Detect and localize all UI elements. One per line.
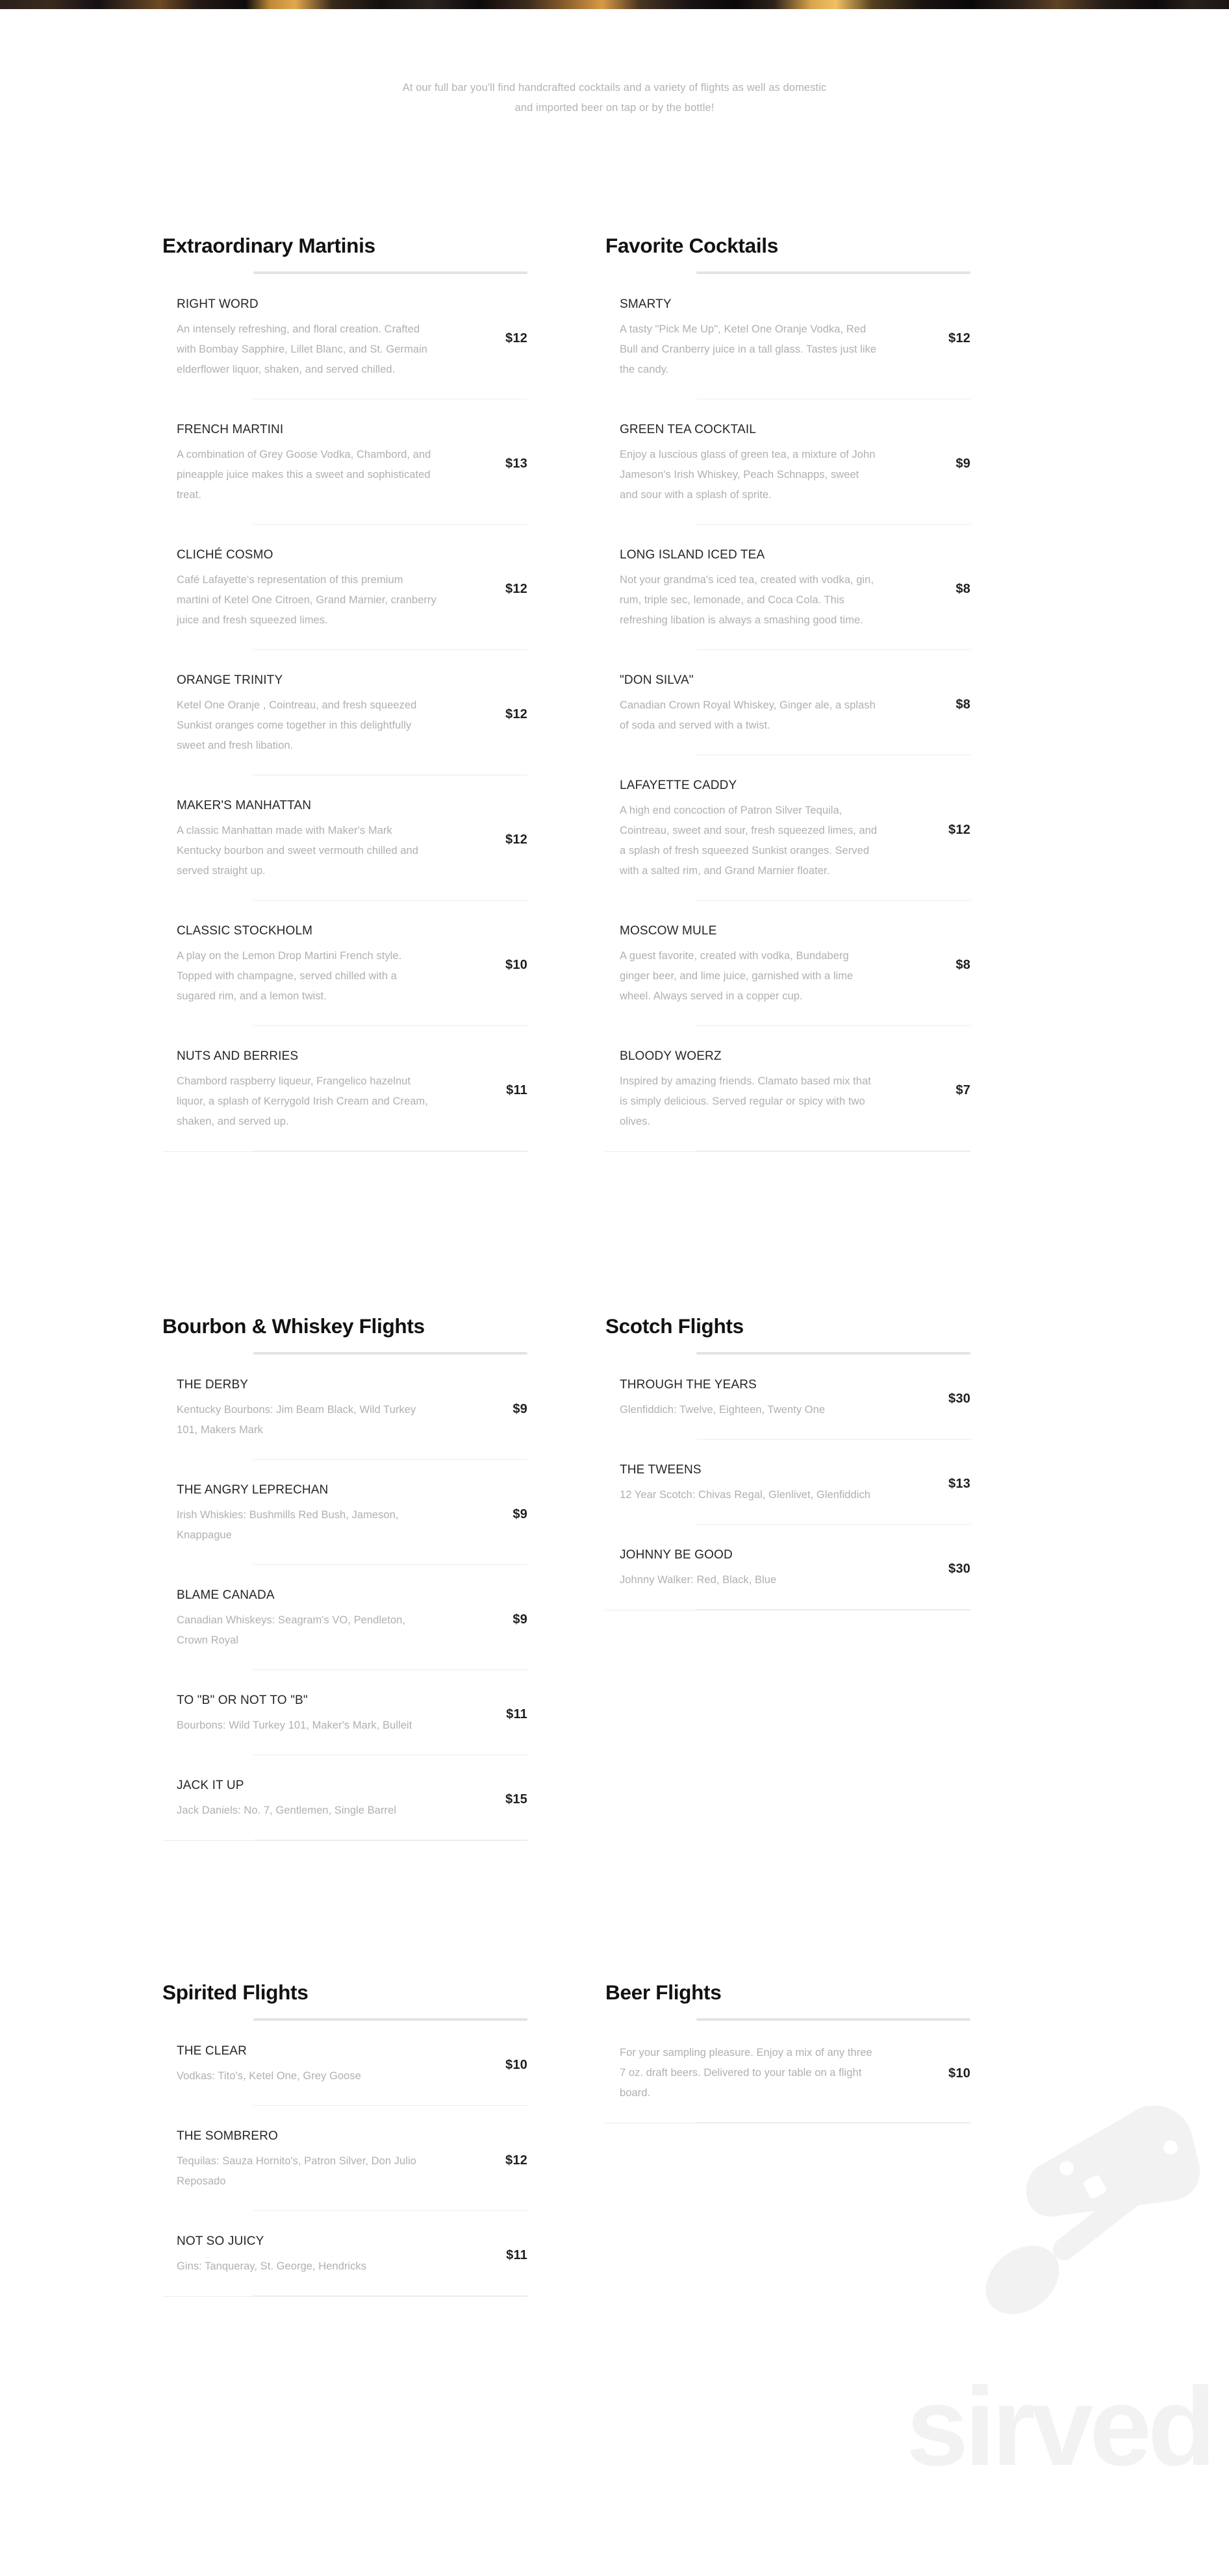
section-title: Favorite Cocktails xyxy=(605,234,778,257)
menu-item-price: $10 xyxy=(505,2058,527,2072)
menu-item-body xyxy=(162,296,470,380)
menu-item-name: BLOODY WOERZ xyxy=(620,1049,722,1063)
menu-item-body xyxy=(162,2233,470,2277)
menu-item-name: THE DERBY xyxy=(177,1378,249,1392)
menu-item[interactable] xyxy=(605,1525,970,1610)
menu-item-price: $12 xyxy=(948,331,970,345)
menu-item-price: $8 xyxy=(956,958,970,972)
menu-item-price: $13 xyxy=(948,1477,970,1491)
menu-item-description: Bourbons: Wild Turkey 101, Maker's Mark, Bulleit xyxy=(177,1719,412,1731)
menu-item-price: $11 xyxy=(506,1083,527,1097)
menu-item-description: A play on the Lemon Drop Martini French style. Topped with champagne, served chilled with a sugared rim, and a lemon twist. xyxy=(177,950,402,1002)
menu-item-body xyxy=(162,1377,470,1440)
menu-item-price: $30 xyxy=(948,1562,970,1576)
menu-item-body xyxy=(605,923,913,1007)
menu-item-description: For your sampling pleasure. Enjoy a mix of any three 7 oz. draft beers. Delivered to your table on a flight board. xyxy=(620,2047,872,2099)
menu-row-2 xyxy=(162,1314,1067,1841)
menu-item-price: $7 xyxy=(956,1083,970,1097)
menu-item-description: Canadian Whiskeys: Seagram's VO, Pendleton, Crown Royal xyxy=(177,1614,405,1646)
menu-item-body xyxy=(162,672,470,756)
menu-item-body xyxy=(605,1048,913,1132)
menu-item-description: Not your grandma's iced tea, created with vodka, gin, rum, triple sec, lemonade, and Coca Cola. This refreshing libation is always a smashing good time. xyxy=(620,574,874,626)
section-extraordinary-martinis xyxy=(162,234,527,1152)
menu-item[interactable] xyxy=(162,775,527,901)
menu-item-description: A high end concoction of Patron Silver Tequila, Cointreau, sweet and sour, fresh squeezed limes, and a splash of fresh squeezed Sunkist oranges. Served with a salted rim, and Grand Marnier floater. xyxy=(620,805,878,877)
menu-item-body xyxy=(162,2128,470,2192)
menu-item-price: $11 xyxy=(506,1707,527,1721)
menu-item[interactable] xyxy=(162,1670,527,1755)
menu-item-body xyxy=(162,1777,470,1821)
menu-item-price: $10 xyxy=(948,2066,970,2081)
menu-item-name: MOSCOW MULE xyxy=(620,924,717,938)
menu-item-description: Ketel One Oranje , Cointreau, and fresh squeezed Sunkist oranges come together in this delightfully sweet and fresh libation. xyxy=(177,699,417,751)
menu-item-name: THE ANGRY LEPRECHAN xyxy=(177,1483,329,1497)
menu-item-name: CLASSIC STOCKHOLM xyxy=(177,924,313,938)
intro-line-2: and imported beer on tap or by the bottle! xyxy=(514,102,715,114)
menu-item-name: THE CLEAR xyxy=(177,2044,247,2058)
menu-item[interactable] xyxy=(162,1460,527,1565)
menu-item[interactable] xyxy=(162,274,527,399)
menu-item-description: A combination of Grey Goose Vodka, Chambord, and pineapple juice makes this a sweet and sophisticated treat. xyxy=(177,449,431,501)
menu-item-price: $12 xyxy=(505,331,527,345)
menu-item-body xyxy=(605,777,913,881)
menu-row-3 xyxy=(162,1981,1067,2297)
menu-item-body xyxy=(605,296,913,380)
section-title: Spirited Flights xyxy=(162,1981,309,2004)
menu-item-price: $12 xyxy=(505,707,527,721)
menu-item-price: $8 xyxy=(956,697,970,712)
menu-item-body xyxy=(162,1048,470,1132)
menu-item-price: $15 xyxy=(505,1792,527,1807)
section-beer-flights xyxy=(605,1981,970,2297)
menu-item-list xyxy=(605,2021,970,2123)
menu-container xyxy=(0,234,1229,2297)
menu-item[interactable] xyxy=(162,1355,527,1460)
menu-item-price: $10 xyxy=(505,958,527,972)
section-title: Beer Flights xyxy=(605,1981,722,2004)
menu-item-description: A guest favorite, created with vodka, Bundaberg ginger beer, and lime juice, garnished with a lime wheel. Always served in a copper cup. xyxy=(620,950,854,1002)
menu-item-description: Enjoy a luscious glass of green tea, a mixture of John Jameson's Irish Whiskey, Peach Schnapps, sweet and sour with a splash of sprite. xyxy=(620,449,876,501)
menu-item-body xyxy=(162,1482,470,1545)
section-title: Bourbon & Whiskey Flights xyxy=(162,1314,425,1338)
menu-item-price: $12 xyxy=(505,582,527,596)
menu-item-name: FRENCH MARTINI xyxy=(177,423,284,436)
menu-item-description: Kentucky Bourbons: Jim Beam Black, Wild Turkey 101, Makers Mark xyxy=(177,1404,416,1436)
intro-line-1: At our full bar you'll find handcrafted cocktails and a variety of flights as well as domestic xyxy=(402,82,827,94)
menu-item-price: $8 xyxy=(956,582,970,596)
menu-item-name: RIGHT WORD xyxy=(177,297,259,311)
menu-item[interactable] xyxy=(605,274,970,399)
menu-item-description: An intensely refreshing, and floral creation. Crafted with Bombay Sapphire, Lillet Blanc, and St. Germain elderflower liquor, shaken, and served chilled. xyxy=(177,323,427,375)
menu-item-list xyxy=(162,274,527,1152)
menu-item[interactable] xyxy=(605,901,970,1026)
menu-item-name: THE SOMBRERO xyxy=(177,2129,278,2143)
menu-item-description: 12 Year Scotch: Chivas Regal, Glenlivet, Glenfiddich xyxy=(620,1489,870,1501)
menu-item-name: THE TWEENS xyxy=(620,1463,702,1477)
menu-item-description: Tequilas: Sauza Hornito's, Patron Silver, Don Julio Reposado xyxy=(177,2155,416,2187)
menu-item-body xyxy=(162,547,470,631)
menu-item[interactable] xyxy=(605,2021,970,2123)
menu-item-description: Irish Whiskies: Bushmills Red Bush, Jameson, Knappague xyxy=(177,1509,399,1541)
sirved-wordmark: sirved xyxy=(906,2364,1212,2489)
menu-item-price: $13 xyxy=(505,456,527,471)
menu-item-name: ORANGE TRINITY xyxy=(177,673,283,687)
menu-item-body xyxy=(162,797,470,881)
menu-item[interactable] xyxy=(605,1440,970,1525)
menu-item-description: Jack Daniels: No. 7, Gentlemen, Single Barrel xyxy=(177,1805,396,1816)
menu-item-name: NUTS AND BERRIES xyxy=(177,1049,299,1063)
menu-item-description: Canadian Crown Royal Whiskey, Ginger ale, a splash of soda and served with a twist. xyxy=(620,699,876,731)
menu-item-price: $12 xyxy=(948,822,970,837)
menu-item-price: $9 xyxy=(513,1401,527,1416)
section-spirited-flights xyxy=(162,1981,527,2297)
menu-item[interactable] xyxy=(605,1355,970,1440)
menu-item-name: GREEN TEA COCKTAIL xyxy=(620,423,756,436)
menu-item[interactable] xyxy=(162,901,527,1026)
menu-item-body xyxy=(605,421,913,505)
menu-item-price: $9 xyxy=(956,456,970,471)
menu-item-body xyxy=(605,2043,913,2103)
menu-item-name: SMARTY xyxy=(620,297,672,311)
menu-item[interactable] xyxy=(162,2106,527,2211)
menu-item-body xyxy=(605,1462,913,1505)
menu-item-body xyxy=(162,2043,470,2086)
menu-item-price: $9 xyxy=(513,1507,527,1521)
menu-item[interactable] xyxy=(605,399,970,525)
menu-item-description: A classic Manhattan made with Maker's Mark Kentucky bourbon and sweet vermouth chilled and served straight up. xyxy=(177,825,418,877)
menu-item-list xyxy=(605,1355,970,1610)
menu-item[interactable] xyxy=(162,2021,527,2106)
menu-item[interactable] xyxy=(605,525,970,650)
menu-item-price: $12 xyxy=(505,2153,527,2168)
menu-item-body xyxy=(162,923,470,1007)
menu-item-description: Johnny Walker: Red, Black, Blue xyxy=(620,1574,777,1586)
menu-item[interactable] xyxy=(162,1565,527,1670)
menu-item[interactable] xyxy=(162,2211,527,2297)
menu-item-body xyxy=(162,1587,470,1651)
menu-item-name: TO "B" OR NOT TO "B" xyxy=(177,1694,308,1707)
menu-item-description: Chambord raspberry liqueur, Frangelico hazelnut liquor, a splash of Kerrygold Irish Cream and Cream, shaken, and served up. xyxy=(177,1075,428,1127)
menu-item-description: Vodkas: Tito's, Ketel One, Grey Goose xyxy=(177,2070,361,2082)
menu-item-list xyxy=(605,274,970,1152)
menu-item-name: JOHNNY BE GOOD xyxy=(620,1548,733,1562)
menu-item-name: THROUGH THE YEARS xyxy=(620,1378,757,1392)
section-title: Scotch Flights xyxy=(605,1314,744,1338)
menu-item-price: $30 xyxy=(948,1392,970,1406)
menu-item-body xyxy=(605,1547,913,1590)
menu-item[interactable] xyxy=(162,399,527,525)
menu-row-1 xyxy=(162,234,1067,1152)
menu-item-description: Inspired by amazing friends. Clamato based mix that is simply delicious. Served regular or spicy with two olives. xyxy=(620,1075,871,1127)
section-bourbon-whiskey-flights xyxy=(162,1314,527,1841)
menu-item[interactable] xyxy=(162,650,527,775)
menu-item[interactable] xyxy=(162,525,527,650)
menu-item-name: BLAME CANADA xyxy=(177,1588,275,1602)
menu-item-name: JACK IT UP xyxy=(177,1779,244,1792)
menu-item-description: Glenfiddich: Twelve, Eighteen, Twenty One xyxy=(620,1404,826,1416)
menu-item-description: Café Lafayette's representation of this premium martini of Ketel One Citroen, Grand Marnier, cranberry juice and fresh squeezed limes. xyxy=(177,574,437,626)
section-favorite-cocktails xyxy=(605,234,970,1152)
intro-text xyxy=(0,78,1229,118)
menu-item-body xyxy=(162,1692,470,1736)
hero-image-strip xyxy=(0,0,1229,9)
section-scotch-flights xyxy=(605,1314,970,1841)
menu-item-body xyxy=(605,672,913,736)
menu-item-name: "DON SILVA" xyxy=(620,673,694,687)
section-title: Extraordinary Martinis xyxy=(162,234,375,257)
menu-item[interactable] xyxy=(162,1026,527,1152)
menu-item[interactable] xyxy=(162,1755,527,1841)
menu-item-body xyxy=(605,547,913,631)
menu-item-list xyxy=(162,1355,527,1841)
menu-item[interactable] xyxy=(605,1026,970,1152)
menu-item-name: LAFAYETTE CADDY xyxy=(620,779,737,792)
menu-item-name: NOT SO JUICY xyxy=(177,2234,264,2248)
menu-item-name: LONG ISLAND ICED TEA xyxy=(620,548,765,562)
menu-item-description: Gins: Tanqueray, St. George, Hendricks xyxy=(177,2260,367,2272)
menu-item-description: A tasty "Pick Me Up", Ketel One Oranje Vodka, Red Bull and Cranberry juice in a tall glass. Tastes just like the candy. xyxy=(620,323,877,375)
menu-item[interactable] xyxy=(605,755,970,901)
menu-item-name: CLICHÉ COSMO xyxy=(177,548,273,562)
menu-item-body xyxy=(162,421,470,505)
menu-item-body xyxy=(605,1377,913,1420)
menu-item-price: $9 xyxy=(513,1612,527,1627)
menu-item-name: MAKER'S MANHATTAN xyxy=(177,799,312,812)
menu-item-list xyxy=(162,2021,527,2297)
menu-item[interactable] xyxy=(605,650,970,755)
menu-item-price: $11 xyxy=(506,2248,527,2262)
menu-item-price: $12 xyxy=(505,832,527,847)
